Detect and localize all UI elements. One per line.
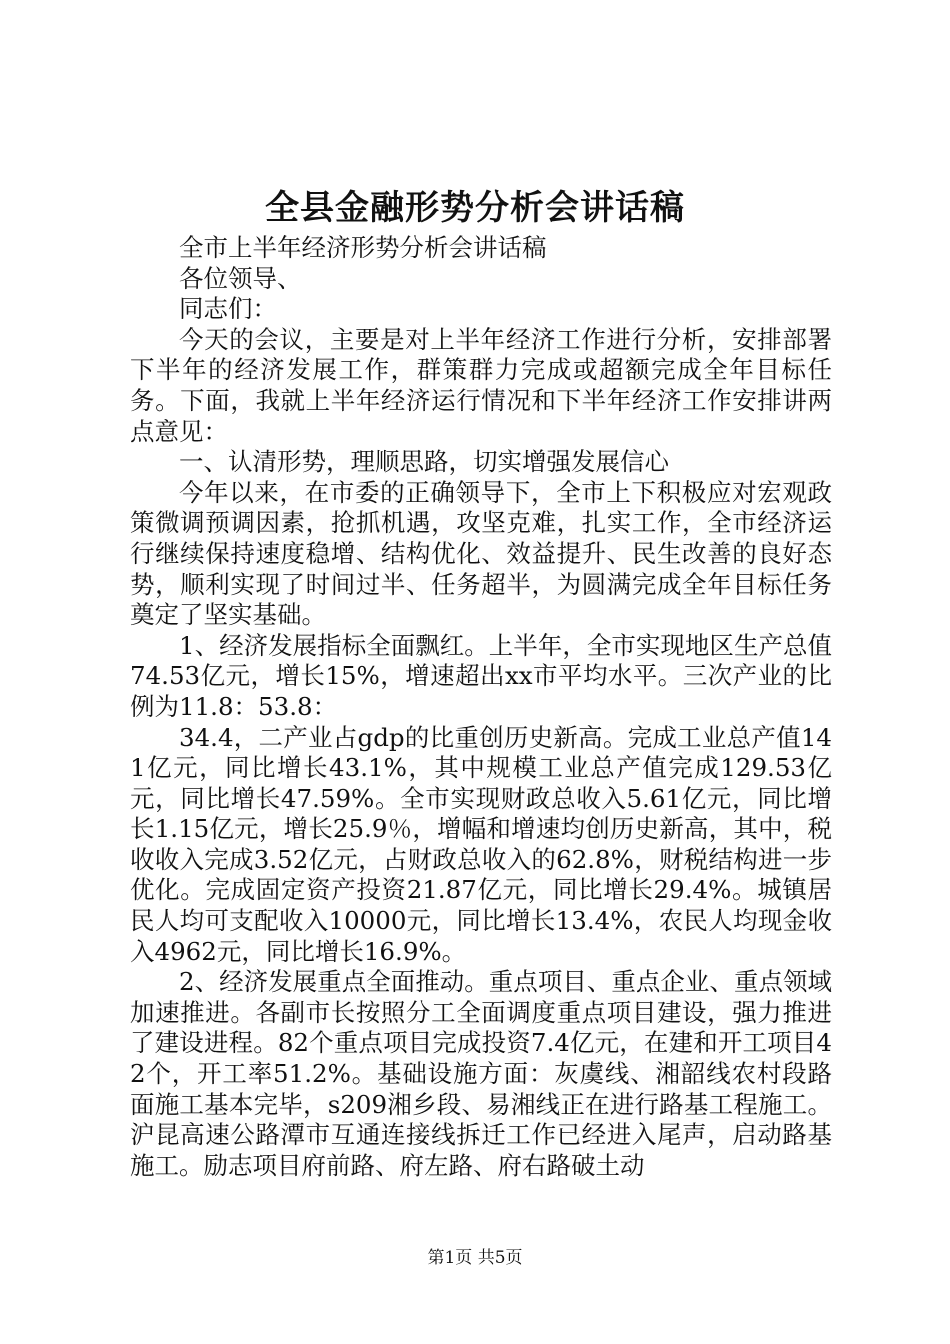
salutation-leaders: 各位领导、 <box>179 263 302 293</box>
speech-subtitle: 全市上半年经济形势分析会讲话稿 <box>179 233 547 262</box>
salutation-comrades: 同志们： <box>179 294 277 324</box>
section-heading-1: 一、认清形势，理顺思路，切实增强发展信心 <box>179 447 669 477</box>
body-paragraph: 1、经济发展指标全面飘红。上半年，全市实现地区生产总值74.53亿元，增长15%，增速超出xx市平均水平。三次产业的比例为11.8：53.8： <box>130 630 832 721</box>
page-title: 全县金融形势分析会讲话稿 <box>265 188 685 228</box>
body-paragraph: 34.4，二产业占gdp的比重创历史新高。完成工业总产值141亿元，同比增长43.1%，其中规模工业总产值完成129.53亿元，同比增长47.59%。全市实现财政总收入5.61亿元，同比增长1.15亿元，增长25.9％，增幅和增速均创历史新高，其中，税收收入完成3.52亿元，占财政总收入的62.8%，财税结构进一步优化。完成固定资产投资21.87亿元，同比增长29.4%。城镇居民人均可支配收入10000元，同比增长13.4%，农民人均现金收入4962元，同比增长16.9%。 <box>130 722 832 966</box>
body-paragraph: 2、经济发展重点全面推动。重点项目、重点企业、重点领域加速推进。各副市长按照分工全面调度重点项目建设，强力推进了建设进程。82个重点项目完成投资7.4亿元，在建和开工项目42个，开工率51.2%。基础设施方面：灰虞线、湘韶线农村段路面施工基本完毕，s209湘乡段、易湘线正在进行路基工程施工。沪昆高速公路潭市互通连接线拆迁工作已经进入尾声，启动路基施工。励志项目府前路、府左路、府右路破土动 <box>130 967 832 1180</box>
intro-paragraph: 今天的会议，主要是对上半年经济工作进行分析，安排部署下半年的经济发展工作，群策群力完成或超额完成全年目标任务。下面，我就上半年经济运行情况和下半年经济工作安排讲两点意见： <box>130 324 832 446</box>
body-paragraph: 今年以来，在市委的正确领导下，全市上下积极应对宏观政策微调预调因素，抢抓机遇，攻坚克难，扎实工作，全市经济运行继续保持速度稳增、结构优化、效益提升、民生改善的良好态势，顺利实现了时间过半、任务超半，为圆满完成全年目标任务奠定了坚实基础。 <box>130 477 832 630</box>
page-footer: 第1页 共5页 <box>427 1248 523 1268</box>
document-body <box>130 233 832 1181</box>
